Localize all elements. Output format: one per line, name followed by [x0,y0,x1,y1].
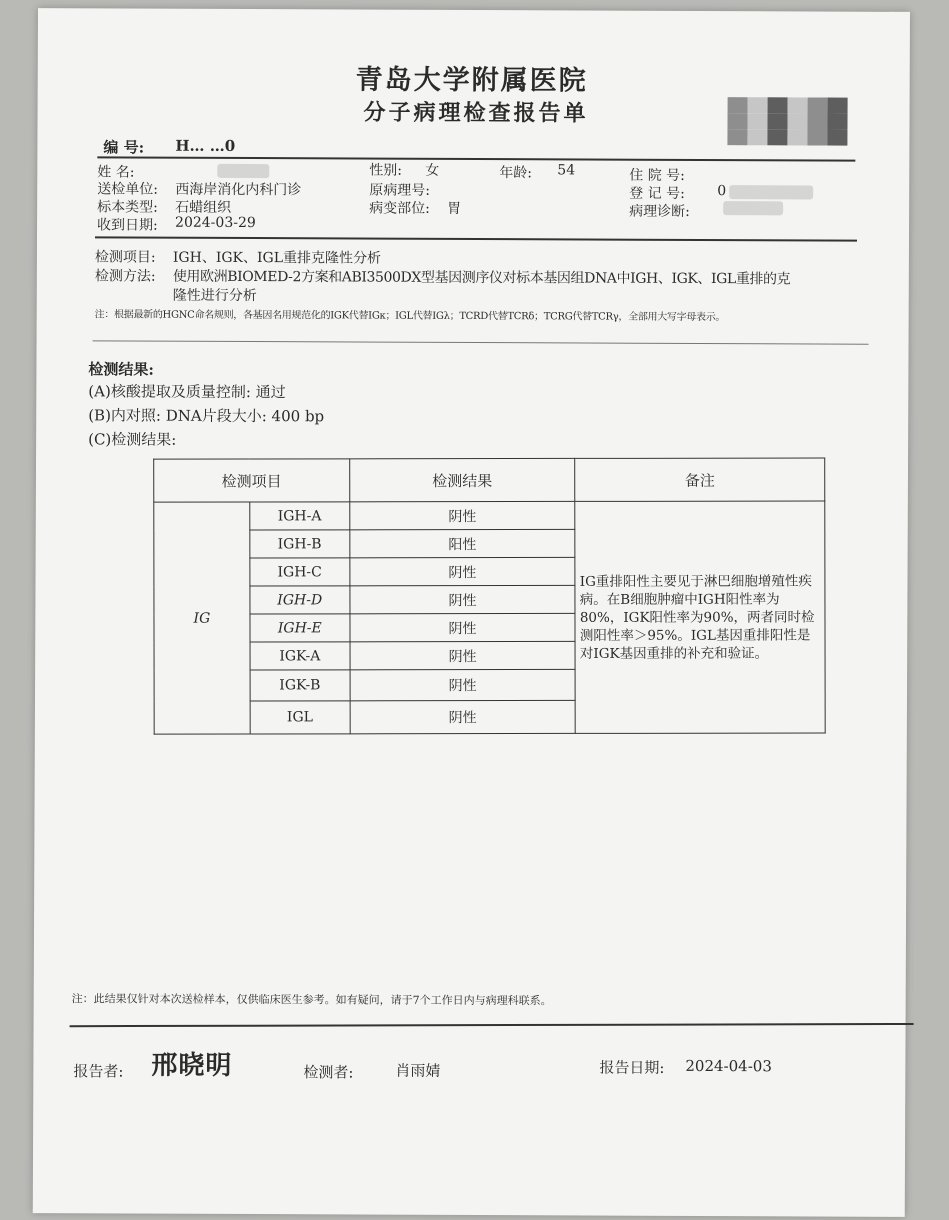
header-rule [97,156,855,161]
hospital-name: 青岛大学附属医院 [355,64,588,97]
redacted-barcode [727,97,847,146]
diag-label: 病理诊断: [629,203,690,220]
reg-label: 登 记 号: [629,185,685,202]
report-no-label: 编 号: [103,138,145,157]
row-result: 阴性 [350,613,576,641]
specimen-value: 石蜡组织 [175,199,232,216]
gender-value: 女 [425,162,440,179]
footer-rule [70,1023,914,1027]
reporter-label: 报告者: [73,1062,124,1081]
date-value: 2024-03-29 [175,214,256,232]
result-b: (B)内对照: DNA片段大小: 400 bp [88,406,325,426]
report-date-value: 2024-04-03 [685,1056,772,1076]
specimen-label: 标本类型: [97,199,158,216]
date-label: 收到日期: [97,217,158,234]
redacted-name [217,164,269,178]
row-result: 阴性 [350,669,576,700]
row-result: 阴性 [350,641,576,669]
col-header-remark: 备注 [575,458,825,501]
report-date-label: 报告日期: [599,1058,665,1077]
inpatient-label: 住 院 号: [629,167,685,184]
test-item-label: 检测项目: [94,249,156,266]
row-result: 阴性 [350,700,576,733]
row-result: 阴性 [349,501,575,529]
row-item: IGH-A [250,502,350,530]
test-item-value: IGH、IGK、IGL重排克隆性分析 [172,249,382,267]
redacted-reg [729,185,813,199]
site-value: 胃 [447,200,462,217]
dept-value: 西海岸消化内科门诊 [175,181,302,199]
name-label: 姓 名: [97,164,135,181]
site-label: 病变部位: [369,200,430,217]
report-sheet [33,8,910,1217]
tester-label: 检测者: [303,1063,354,1082]
naming-note: 注：根据最新的HGNC命名规则，各基因名用规范化的IGK代替IGκ；IGL代替IGλ；TCRD代替TCRδ；TCRG代替TCRγ，全部用大写字母表示。 [94,309,726,324]
test-rule [93,340,869,344]
orig-path-label: 原病理号: [369,182,430,199]
redacted-diag [723,201,783,215]
row-result: 阴性 [350,585,576,613]
results-heading: 检测结果: [88,360,155,379]
reg-value: 0 [717,183,727,200]
footer-disclaimer: 注：此结果仅针对本次送检样本，仅供临床医生参考。如有疑问，请于7个工作日内与病理科联系。 [71,992,552,1008]
gender-label: 性别: [369,162,403,179]
test-method-label: 检测方法: [94,268,156,285]
results-table [153,457,825,734]
group-label: IG [154,502,250,734]
test-method-line2: 隆性进行分析 [172,287,257,305]
info-rule [95,236,857,241]
row-item: IGK-B [250,670,350,701]
row-result: 阳性 [350,529,576,557]
remark-text: IG重排阳性主要见于淋巴细胞增殖性疾病。在B细胞肿瘤中IGH阳性率为80%，IGK阳性率为90%，两者同时检测阳性率＞95%。IGL基因重排阳性是对IGK基因重排的补充和验证。 [575,501,825,733]
age-label: 年龄: [499,165,533,182]
row-item: IGL [250,701,350,734]
tester-name: 肖雨婧 [395,1061,441,1080]
row-item: IGH-E [250,614,350,642]
row-item: IGH-C [250,558,350,586]
age-value: 54 [557,162,576,179]
result-a: (A)核酸提取及质量控制: 通过 [88,382,286,402]
report-no-value: H… …0 [175,136,236,155]
row-result: 阴性 [350,557,576,585]
row-item: IGH-B [250,530,350,558]
result-c: (C)检测结果: [88,430,177,449]
row-item: IGK-A [250,642,350,670]
col-header-result: 检测结果 [349,458,575,501]
dept-label: 送检单位: [97,181,158,198]
col-header-item: 检测项目 [154,459,350,502]
reporter-signature: 邢晓明 [151,1050,233,1081]
report-title: 分子病理检查报告单 [363,99,589,127]
test-method-line1: 使用欧洲BIOMED-2方案和ABI3500DX型基因测序仪对标本基因组DNA中IGH、IGK、IGL重排的克 [172,268,791,288]
row-item: IGH-D [250,586,350,614]
